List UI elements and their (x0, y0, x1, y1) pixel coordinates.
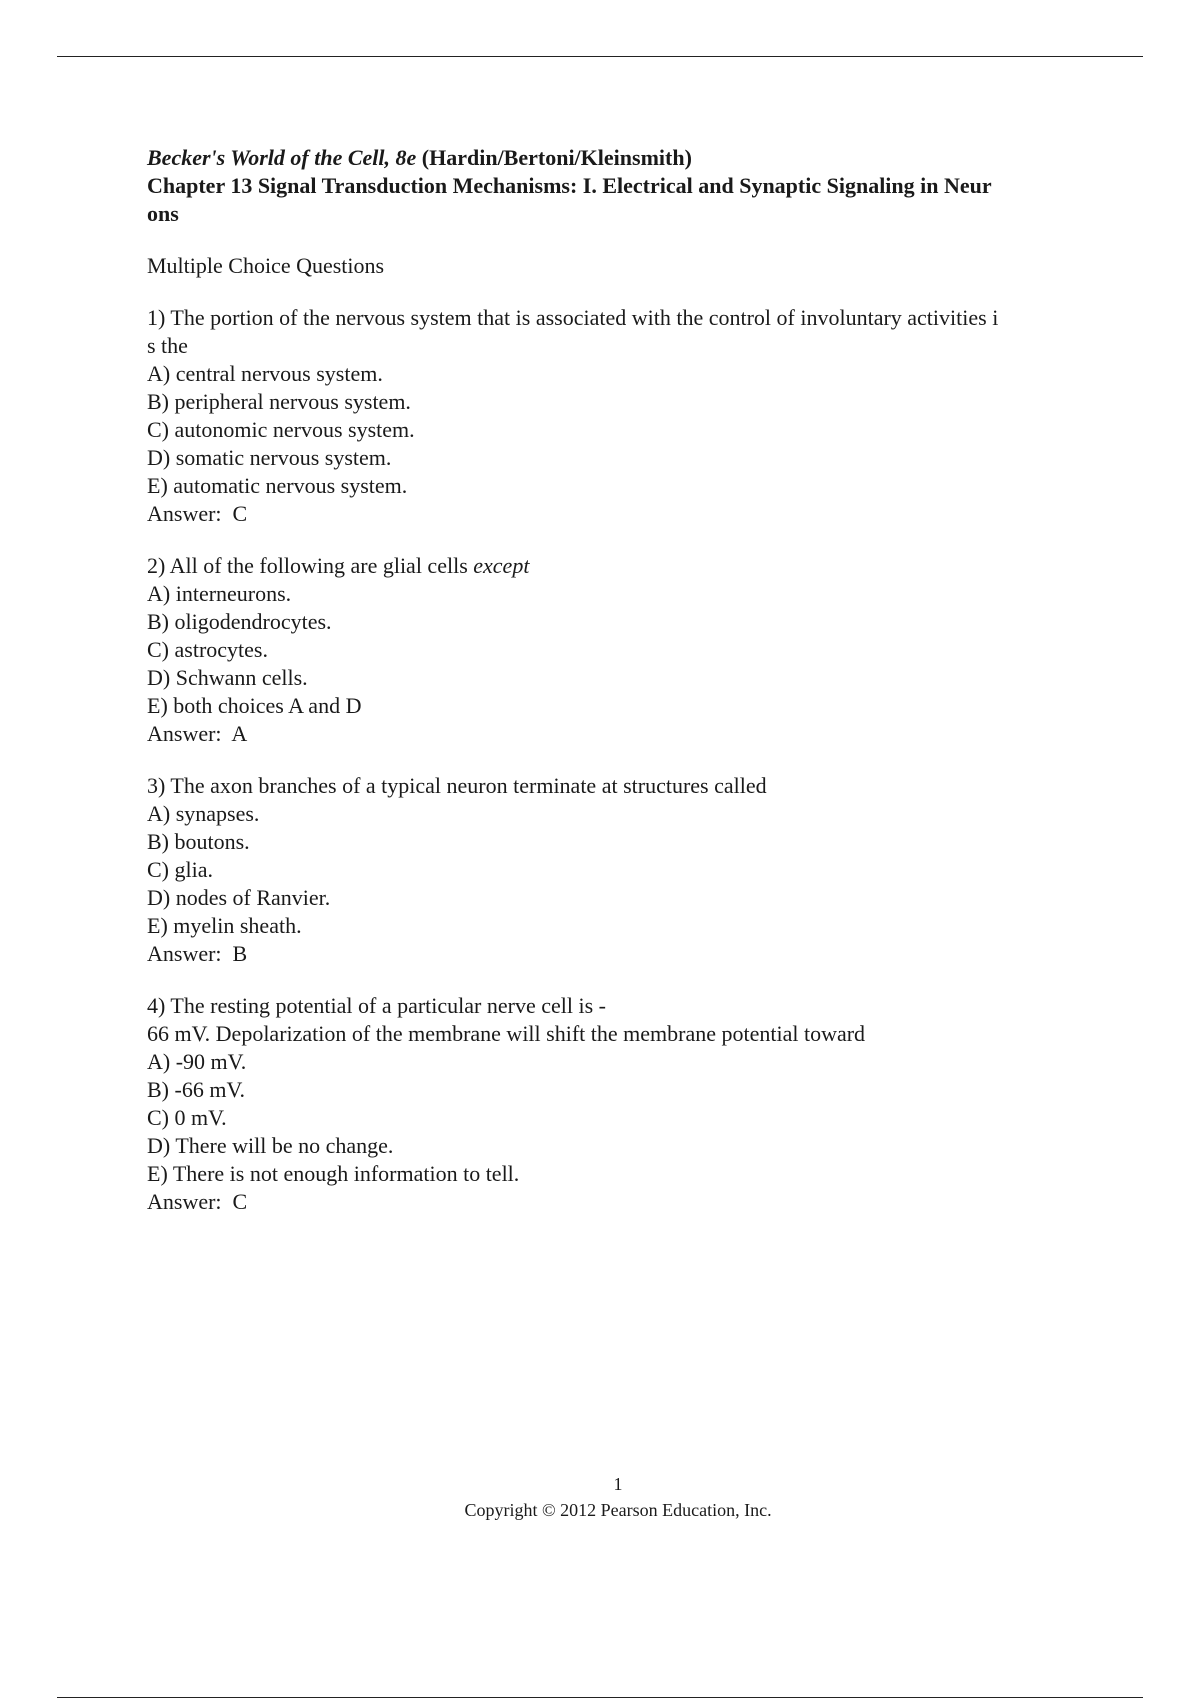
question-stem-line-1: 3) The axon branches of a typical neuron terminate at structures called (147, 773, 767, 798)
option-c: C) glia. (147, 857, 213, 882)
option-a: A) interneurons. (147, 581, 292, 606)
option-b: B) -66 mV. (147, 1077, 245, 1102)
section-title: Multiple Choice Questions (147, 253, 385, 278)
chapter-title-line-1: Chapter 13 Signal Transduction Mechanisms: I. Electrical and Synaptic Signaling in Neur (147, 173, 992, 198)
page-number: 1 (613, 1474, 623, 1494)
question-stem-emphasis: except (473, 553, 530, 578)
answer: Answer: C (147, 1189, 248, 1214)
option-b: B) oligodendrocytes. (147, 609, 332, 634)
option-e: E) myelin sheath. (147, 913, 302, 938)
question-3 (147, 772, 1087, 968)
question-stem-line-2: s the (147, 333, 188, 358)
question-stem-line-1: 1) The portion of the nervous system that is associated with the control of involuntary activities i (147, 305, 999, 330)
option-a: A) synapses. (147, 801, 260, 826)
answer: Answer: B (147, 941, 248, 966)
option-a: A) central nervous system. (147, 361, 383, 386)
question-2 (147, 552, 1087, 748)
option-c: C) astrocytes. (147, 637, 268, 662)
option-d: D) somatic nervous system. (147, 445, 392, 470)
document-body (147, 144, 1087, 1216)
question-4 (147, 992, 1087, 1216)
answer: Answer: A (147, 721, 248, 746)
chapter-title (147, 172, 1087, 228)
book-title: Becker's World of the Cell, 8e (147, 145, 417, 170)
question-1 (147, 304, 1087, 528)
option-b: B) peripheral nervous system. (147, 389, 411, 414)
question-stem-line-2: 66 mV. Depolarization of the membrane will shift the membrane potential toward (147, 1021, 866, 1046)
option-c: C) autonomic nervous system. (147, 417, 415, 442)
question-stem (147, 552, 1087, 580)
question-stem-line-1: 4) The resting potential of a particular nerve cell is - (147, 993, 606, 1018)
chapter-title-line-2: ons (147, 201, 179, 226)
top-rule (57, 56, 1143, 57)
copyright-notice: Copyright © 2012 Pearson Education, Inc. (464, 1500, 772, 1520)
option-b: B) boutons. (147, 829, 250, 854)
book-authors: (Hardin/Bertoni/Kleinsmith) (421, 145, 692, 170)
option-d: D) There will be no change. (147, 1133, 394, 1158)
option-a: A) -90 mV. (147, 1049, 247, 1074)
option-e: E) automatic nervous system. (147, 473, 408, 498)
option-d: D) Schwann cells. (147, 665, 308, 690)
option-e: E) There is not enough information to tell. (147, 1161, 520, 1186)
option-d: D) nodes of Ranvier. (147, 885, 331, 910)
book-header (147, 144, 1087, 172)
option-c: C) 0 mV. (147, 1105, 227, 1130)
question-stem-text: 2) All of the following are glial cells (147, 553, 474, 578)
bottom-rule (57, 1697, 1143, 1698)
answer: Answer: C (147, 501, 248, 526)
option-e: E) both choices A and D (147, 693, 362, 718)
